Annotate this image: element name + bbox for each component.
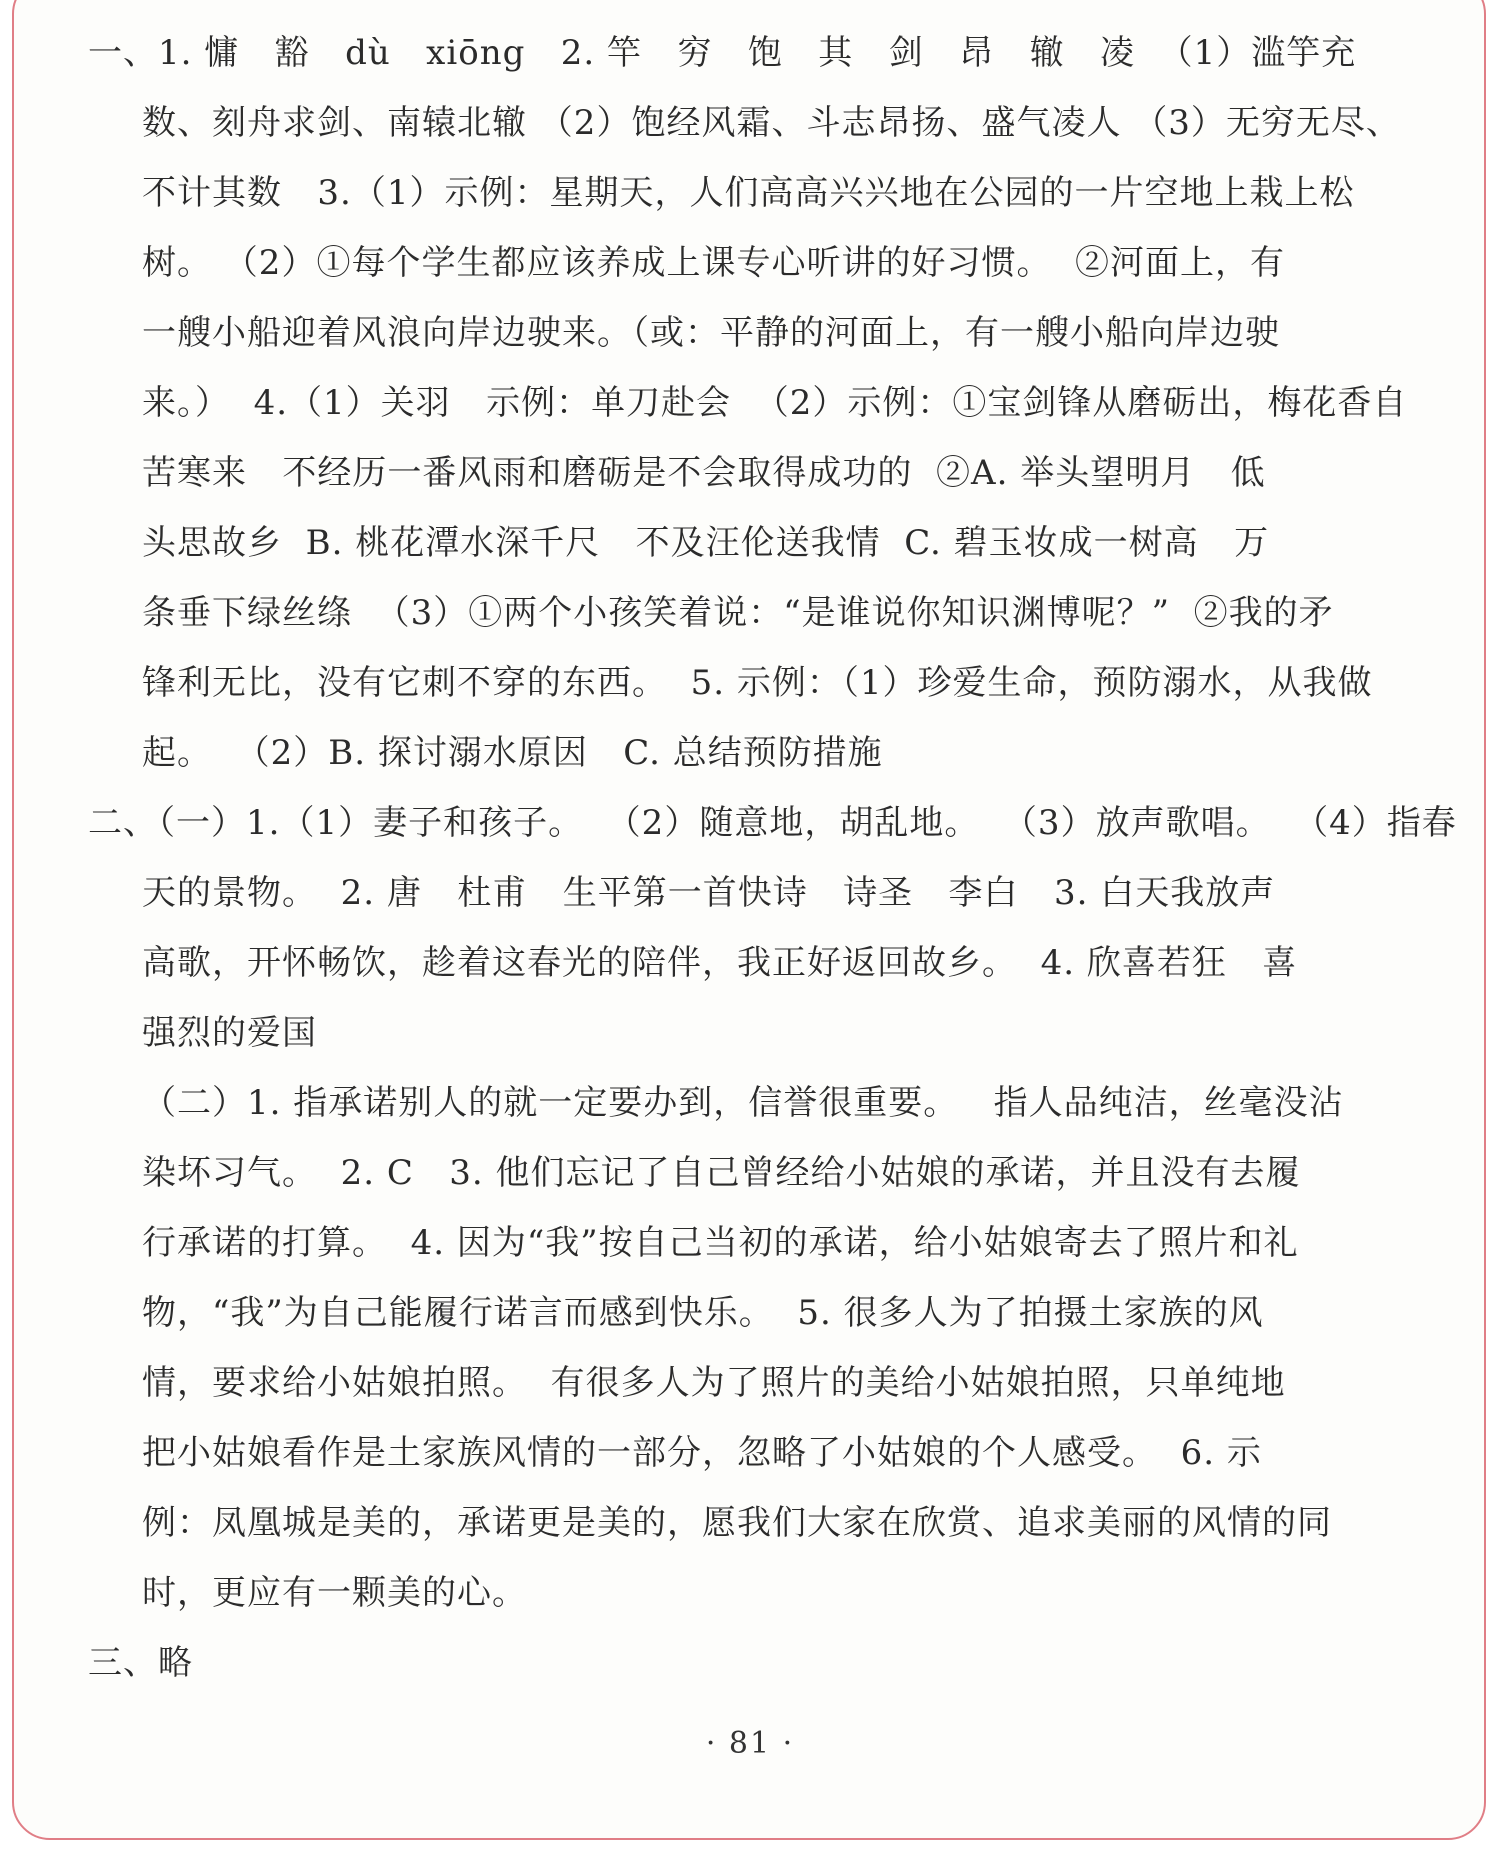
text-line: 情，要求给小姑娘拍照。 有很多人为了照片的美给小姑娘拍照，只单纯地 — [142, 1363, 1286, 1403]
text-line: 强烈的爱国 — [142, 1013, 317, 1053]
text-line: 头思故乡 B. 桃花潭水深千尺 不及汪伦送我情 C. 碧玉妆成一树高 万 — [142, 523, 1270, 563]
text-line: 例：凤凰城是美的，承诺更是美的，愿我们大家在欣赏、追求美丽的风情的同 — [142, 1503, 1332, 1543]
text-line: 来。） 4.（1）关羽 示例：单刀赴会 （2）示例：①宝剑锋从磨砺出，梅花香自 — [142, 383, 1408, 423]
answer-text-block — [88, 18, 1457, 1698]
text-line: 锋利无比，没有它刺不穿的东西。 5. 示例：（1）珍爱生命，预防溺水，从我做 — [142, 663, 1373, 703]
text-line: 行承诺的打算。 4. 因为“我”按自己当初的承诺，给小姑娘寄去了照片和礼 — [142, 1223, 1299, 1263]
text-line: 一艘小船迎着风浪向岸边驶来。（或：平静的河面上，有一艘小船向岸边驶 — [142, 313, 1280, 353]
text-line: 高歌，开怀畅饮，趁着这春光的陪伴，我正好返回故乡。 4. 欣喜若狂 喜 — [142, 943, 1298, 983]
text-line: 天的景物。 2. 唐 杜甫 生平第一首快诗 诗圣 李白 3. 白天我放声 — [142, 873, 1276, 913]
text-line: 物，“我”为自己能履行诺言而感到快乐。 5. 很多人为了拍摄土家族的风 — [142, 1293, 1264, 1333]
section-three-heading-line: 三、略 — [88, 1643, 193, 1683]
text-line: 起。 （2）B. 探讨溺水原因 C. 总结预防措施 — [142, 733, 883, 773]
text-line: 一、1. 慵 豁 dù xiōng 2. 竿 穷 饱 其 剑 昂 辙 凌 （1）滥竽充 — [88, 33, 1357, 73]
text-line: 把小姑娘看作是土家族风情的一部分，忽略了小姑娘的个人感受。 6. 示 — [142, 1433, 1262, 1473]
text-line: 数、刻舟求剑、南辕北辙 （2）饱经风霜、斗志昂扬、盛气凌人 （3）无穷无尽、 — [142, 103, 1401, 143]
text-line: 苦寒来 不经历一番风雨和磨砺是不会取得成功的 ②A. 举头望明月 低 — [142, 453, 1266, 493]
text-line: （二）1. 指承诺别人的就一定要办到，信誉很重要。 指人品纯洁，丝毫没沾 — [142, 1083, 1344, 1123]
text-line: 不计其数 3.（1）示例：星期天，人们高高兴兴地在公园的一片空地上栽上松 — [142, 173, 1355, 213]
section-two-heading-line: 二、（一）1.（1）妻子和孩子。 （2）随意地，胡乱地。 （3）放声歌唱。 （4）指春 — [88, 803, 1457, 843]
page-number: · 81 · — [705, 1726, 795, 1761]
text-line: 树。 （2）①每个学生都应该养成上课专心听讲的好习惯。 ②河面上，有 — [142, 243, 1286, 283]
text-line: 条垂下绿丝绦 （3）①两个小孩笑着说：“是谁说你知识渊博呢？” ②我的矛 — [142, 593, 1334, 633]
text-line: 时，更应有一颗美的心。 — [142, 1573, 527, 1613]
text-line: 染坏习气。 2. C 3. 他们忘记了自己曾经给小姑娘的承诺，并且没有去履 — [142, 1153, 1301, 1193]
